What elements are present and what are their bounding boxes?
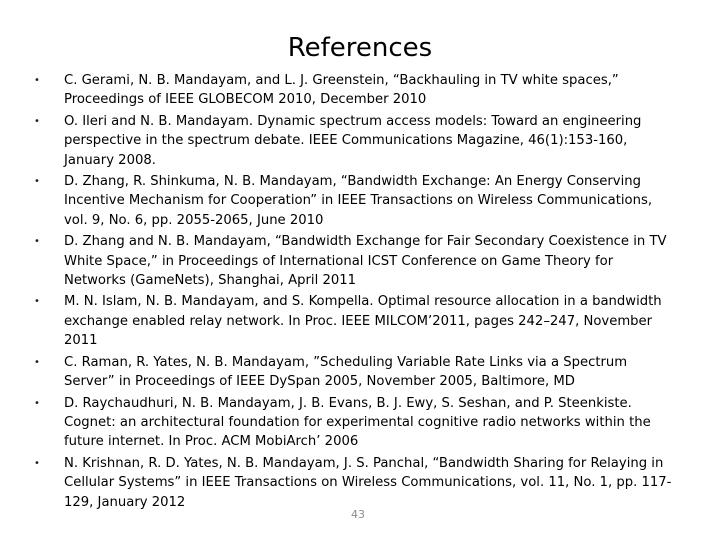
bullet-icon: • xyxy=(34,457,40,469)
reference-text: C. Raman, R. Yates, N. B. Mandayam, ”Scheduling Variable Rate Links via a Spectrum Server” in Proceedings of IEEE DySpan 2005, November 2005, Baltimore, MD xyxy=(64,354,628,390)
reference-text: D. Raychaudhuri, N. B. Mandayam, J. B. Evans, B. J. Ewy, S. Seshan, and P. Steenkiste. Cognet: an architectural foundation for experimental cognitive radio networks within the future internet. In Proc. ACM MobiArch’ 2006 xyxy=(64,395,651,450)
reference-text: C. Gerami, N. B. Mandayam, and L. J. Greenstein, “Backhauling in TV white spaces,” Proceedings of IEEE GLOBECOM 2010, December 2010 xyxy=(64,73,619,108)
page-title: References xyxy=(287,33,433,63)
list-item xyxy=(34,232,679,290)
bullet-icon: • xyxy=(34,296,40,308)
reference-list xyxy=(34,71,679,514)
bullet-icon: • xyxy=(34,176,40,188)
reference-text: O. Ileri and N. B. Mandayam. Dynamic spectrum access models: Toward an engineering perspective in the spectrum debate. IEEE Communications Magazine, 46(1):153-160, January 2008. xyxy=(64,113,642,168)
reference-text: D. Zhang and N. B. Mandayam, “Bandwidth Exchange for Fair Secondary Coexistence in TV White Space,” in Proceedings of International ICST Conference on Game Theory for Networks (GameNets), Shanghai, April 2011 xyxy=(64,234,667,289)
reference-text: N. Krishnan, R. D. Yates, N. B. Mandayam, J. S. Panchal, “Bandwidth Sharing for Relaying in Cellular Systems” in IEEE Transactions on Wireless Communications, vol. 11, No. 1, pp. 117-129, January 2012 xyxy=(64,455,672,510)
list-item xyxy=(34,112,679,170)
reference-text: M. N. Islam, N. B. Mandayam, and S. Kompella. Optimal resource allocation in a bandwidth exchange enabled relay network. In Proc. IEEE MILCOM’2011, pages 242–247, November 2011 xyxy=(64,294,662,349)
bullet-icon: • xyxy=(34,236,40,248)
bullet-icon: • xyxy=(34,115,40,127)
bullet-icon: • xyxy=(34,75,40,86)
list-item xyxy=(34,353,679,392)
bullet-icon: • xyxy=(34,356,40,368)
list-item xyxy=(34,71,679,110)
list-item xyxy=(34,292,679,350)
list-item xyxy=(34,454,679,512)
bullet-icon: • xyxy=(34,397,40,409)
reference-text: D. Zhang, R. Shinkuma, N. B. Mandayam, “Bandwidth Exchange: An Energy Conserving Incentive Mechanism for Cooperation” in IEEE Transactions on Wireless Communications, vol. 9, No. 6, pp. 2055-2065, June 2010 xyxy=(64,174,653,228)
list-item xyxy=(34,172,679,230)
page-number: 43 xyxy=(351,508,365,521)
list-item xyxy=(34,394,679,452)
